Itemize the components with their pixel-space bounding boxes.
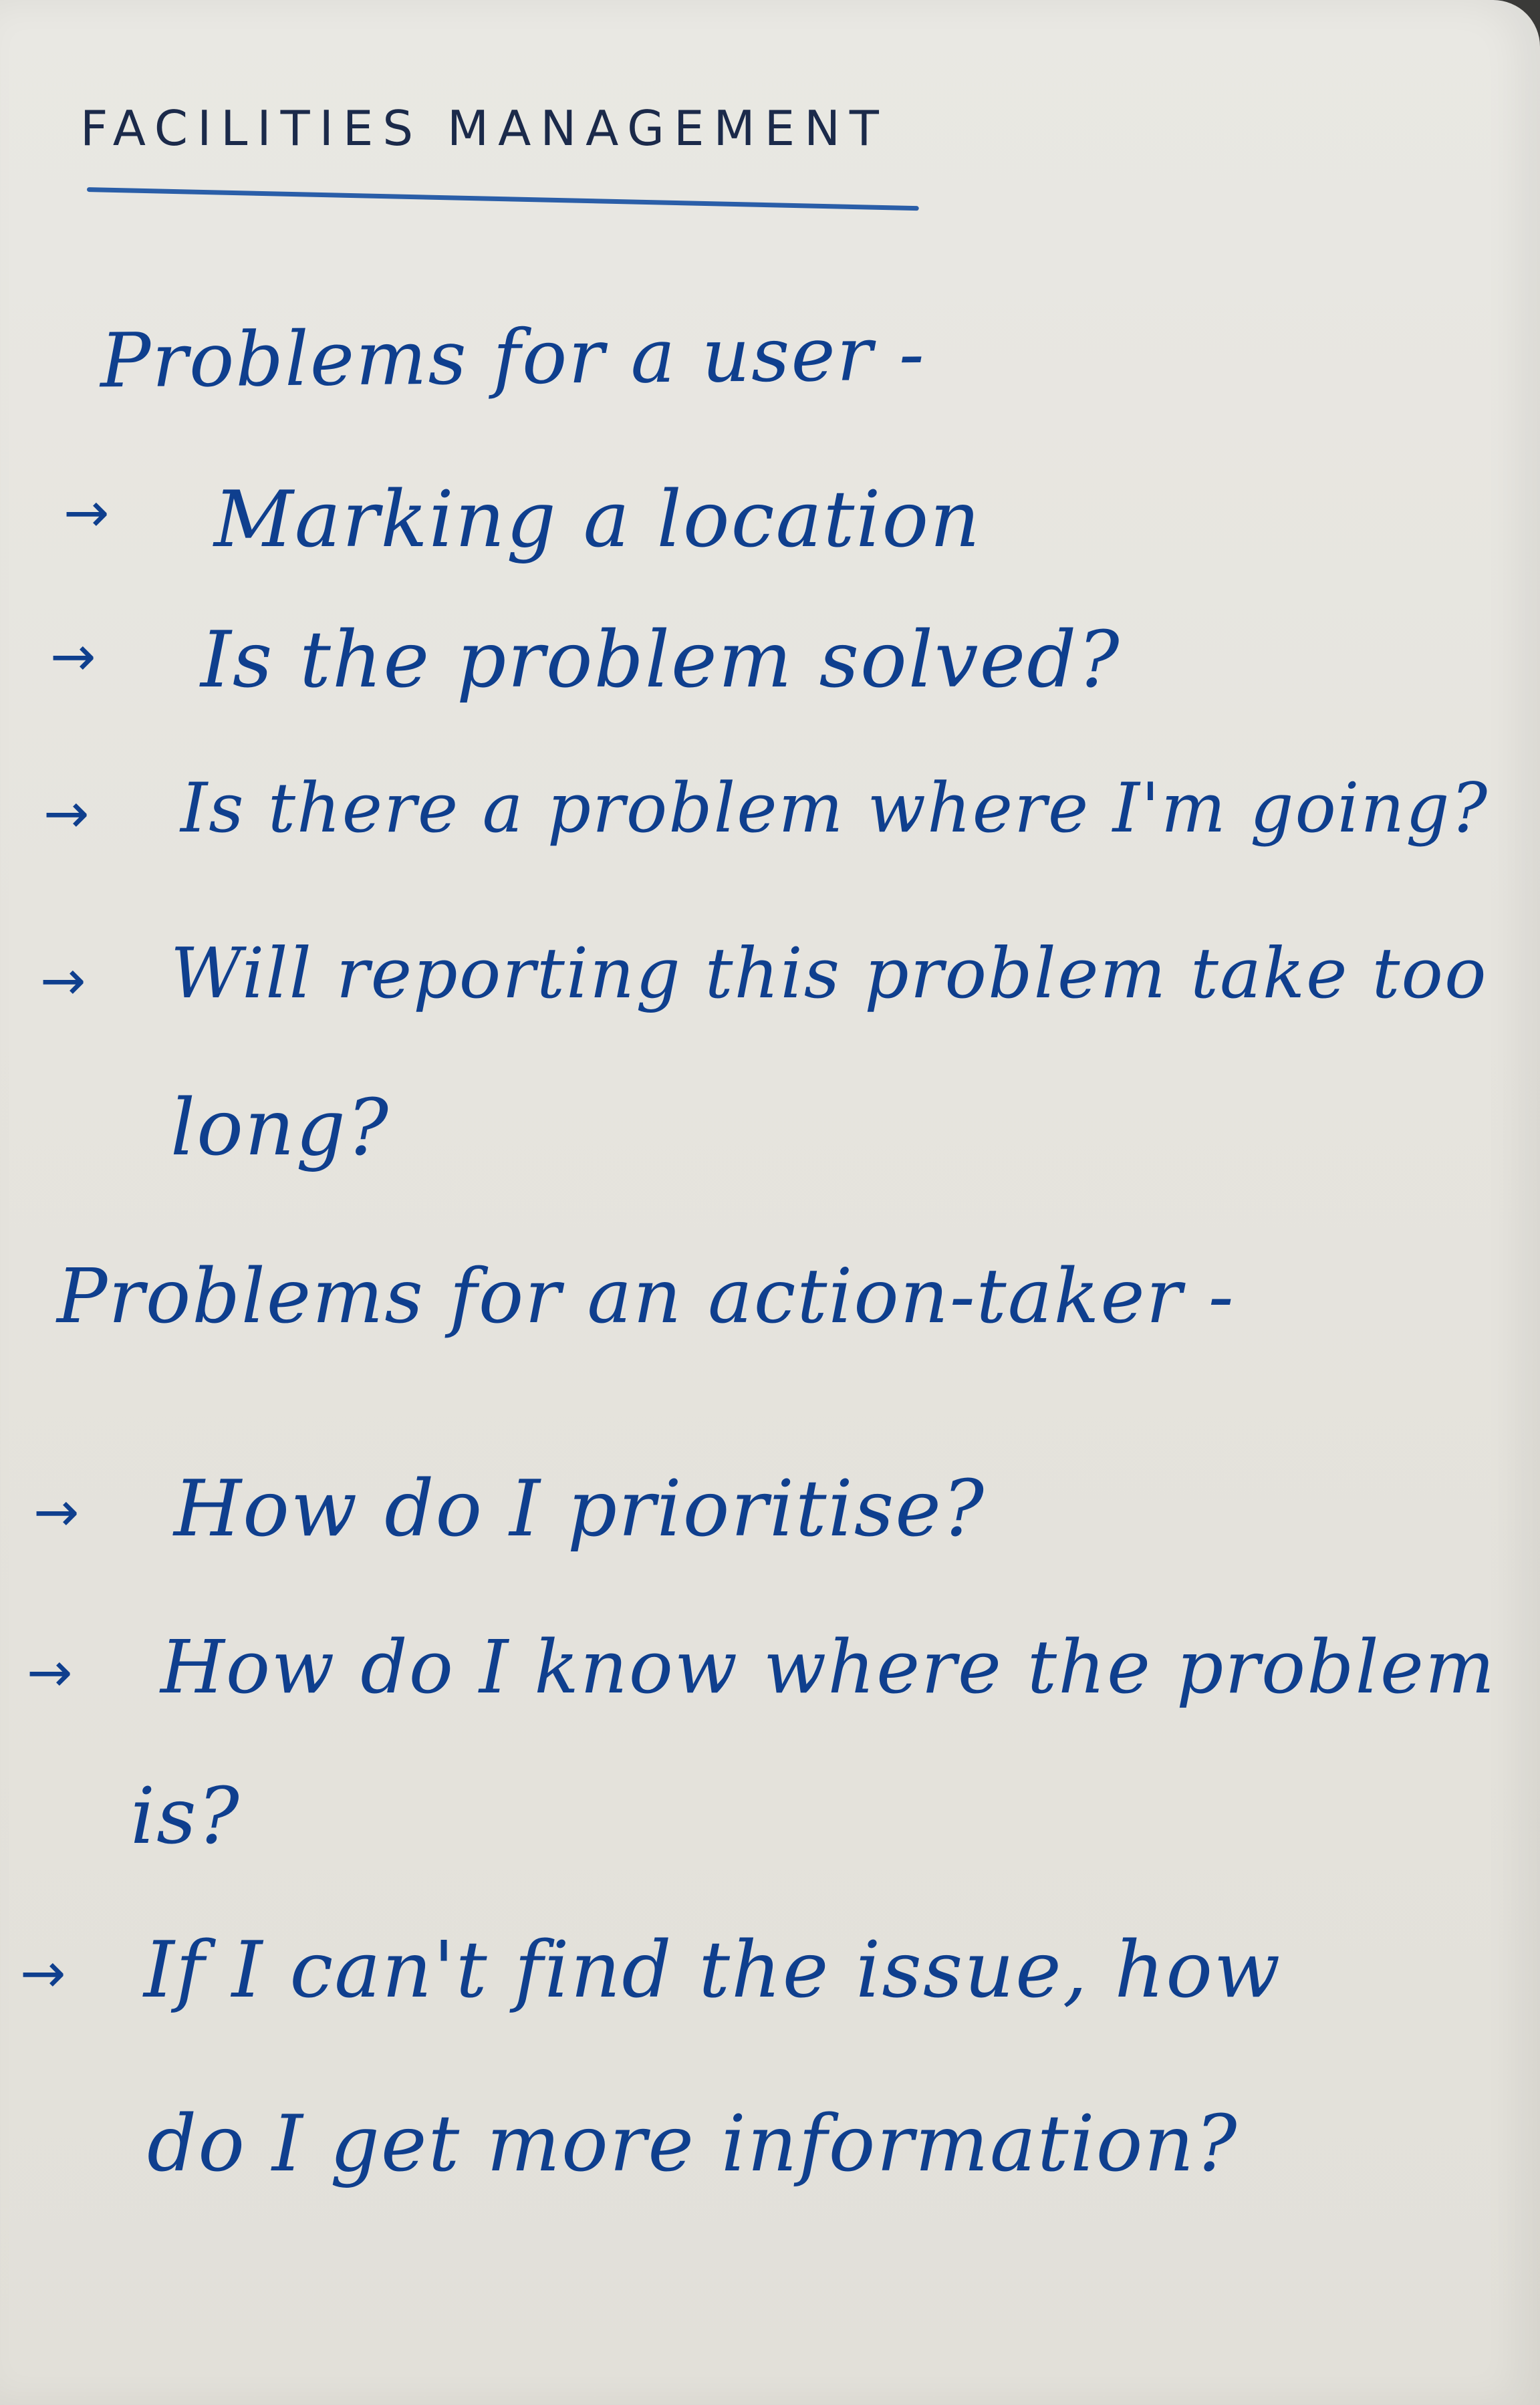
list-item-action-1: How do I prioritise?: [174, 1464, 986, 1554]
page-title: FACILITIES MANAGEMENT: [80, 100, 888, 156]
arrow-icon: →: [20, 1942, 66, 2005]
section-heading-user: Problems for a user -: [100, 310, 926, 405]
arrow-icon: →: [50, 625, 96, 688]
section-heading-action-taker: Problems for an action-taker -: [57, 1253, 1235, 1340]
arrow-icon: →: [40, 949, 86, 1013]
list-item-user-1: Marking a location: [214, 475, 981, 565]
arrow-icon: →: [33, 1481, 80, 1544]
arrow-icon: →: [27, 1641, 73, 1704]
list-item-user-4: Will reporting this problem take too: [170, 932, 1488, 1014]
list-item-user-2: Is the problem solved?: [201, 615, 1121, 705]
list-item-action-3: If I can't find the issue, how: [144, 1925, 1282, 2015]
list-item-user-3: Is there a problem where I'm going?: [180, 769, 1489, 848]
list-item-action-2: How do I know where the problem: [160, 1624, 1497, 1710]
arrow-icon: →: [63, 481, 110, 545]
list-item-action-2-continued: is?: [130, 1771, 241, 1862]
list-item-action-3-continued: do I get more information?: [147, 2099, 1239, 2189]
title-underline: [87, 187, 919, 211]
arrow-icon: →: [43, 782, 90, 846]
list-item-user-4-continued: long?: [170, 1083, 390, 1173]
